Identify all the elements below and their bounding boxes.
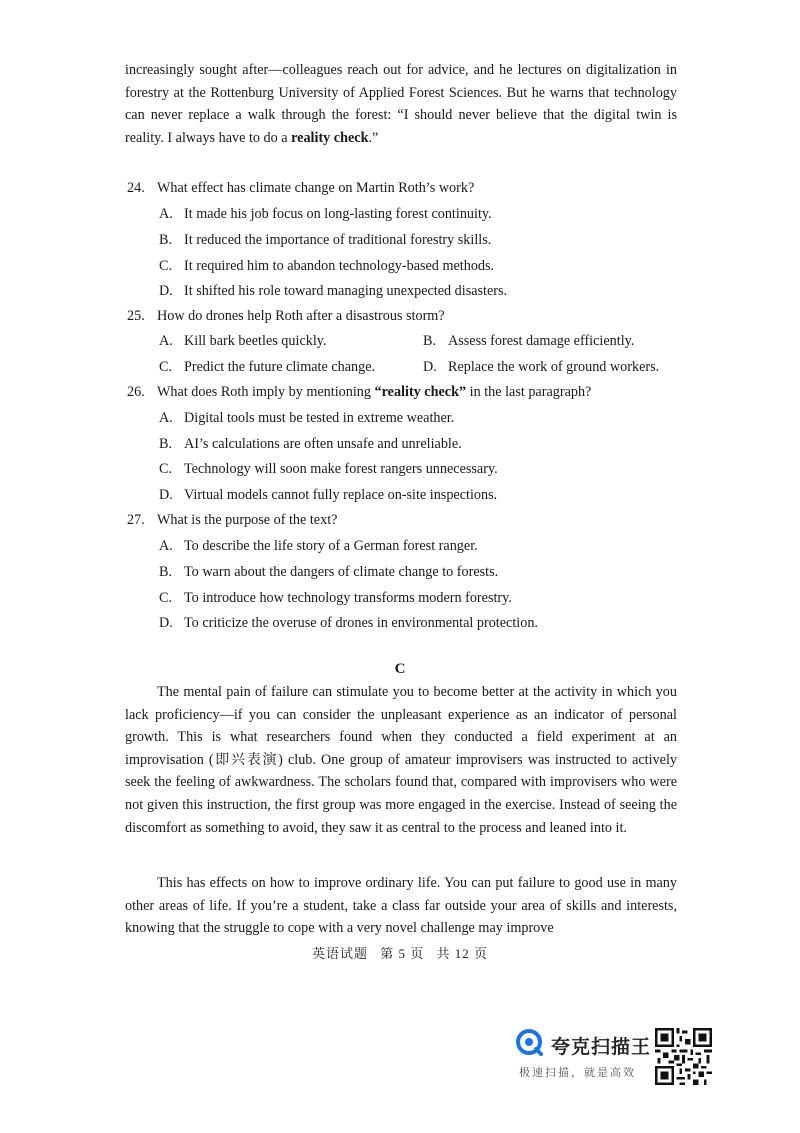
option-26-c[interactable] (159, 459, 498, 479)
option-24-c[interactable] (159, 256, 494, 276)
option-text: Kill bark beetles quickly. (184, 333, 327, 349)
option-letter: B. (159, 436, 173, 452)
option-24-b[interactable] (159, 230, 491, 250)
option-text: It reduced the importance of traditional forestry skills. (184, 232, 492, 248)
option-text: It required him to abandon technology-based methods. (184, 258, 495, 274)
passage-text: increasingly sought after—colleagues reach out for advice, and he lectures on digitalization in forestry at the Rottenburg University of Applied Forest Sciences. But he warns that technology can never replace a walk through the forest: “I should never believe that the digital twin is reality. I always have to do a (125, 62, 677, 146)
question-text: How do drones help Roth after a disastrous storm? (157, 308, 445, 324)
question-text: What does Roth imply by mentioning (157, 384, 375, 400)
footer-page-number: 第 5 页 (380, 946, 425, 961)
question-text: What is the purpose of the text? (157, 512, 338, 528)
option-24-a[interactable] (159, 204, 492, 224)
passage-bold-term: reality check (291, 129, 369, 146)
option-27-a[interactable] (159, 536, 478, 556)
option-text: It made his job focus on long-lasting forest continuity. (184, 206, 492, 222)
option-text: Technology will soon make forest rangers unnecessary. (184, 461, 498, 477)
quark-logo-icon (515, 1028, 543, 1056)
option-text: To warn about the dangers of climate change to forests. (184, 564, 499, 580)
question-number: 24. (127, 180, 145, 196)
option-letter: C. (159, 590, 173, 606)
option-letter: A. (159, 538, 173, 554)
option-text: Replace the work of ground workers. (448, 359, 660, 375)
question-number: 27. (127, 512, 145, 528)
footer-page-total: 共 12 页 (436, 946, 489, 961)
passage-fragment (125, 59, 677, 149)
option-text: AI’s calculations are often unsafe and unreliable. (184, 436, 462, 452)
option-letter: B. (423, 333, 437, 349)
option-27-d[interactable] (159, 613, 538, 633)
question-27 (127, 510, 337, 530)
option-letter: D. (159, 615, 173, 631)
option-letter: A. (159, 410, 173, 426)
footer-subject: 英语试题 (311, 946, 368, 961)
option-text: Assess forest damage efficiently. (448, 333, 635, 349)
option-letter: B. (159, 232, 173, 248)
option-letter: B. (159, 564, 173, 580)
option-text: Virtual models cannot fully replace on-site inspections. (184, 487, 498, 503)
option-letter: C. (159, 461, 173, 477)
option-text: To describe the life story of a German forest ranger. (184, 538, 478, 554)
option-25-a[interactable] (159, 331, 327, 351)
option-letter: A. (159, 333, 173, 349)
qr-code-icon (655, 1028, 712, 1085)
option-26-b[interactable] (159, 434, 462, 454)
option-letter: C. (159, 359, 173, 375)
section-title: C (394, 661, 406, 677)
option-text: Digital tools must be tested in extreme weather. (184, 410, 455, 426)
option-27-b[interactable] (159, 562, 498, 582)
option-text: To introduce how technology transforms modern forestry. (184, 590, 512, 606)
page-footer (0, 943, 800, 962)
option-text: To criticize the overuse of drones in environmental protection. (184, 615, 538, 631)
question-26 (127, 382, 591, 402)
option-25-b[interactable] (423, 331, 634, 351)
option-letter: D. (159, 487, 173, 503)
watermark-slogan: 极速扫描，就是高效 (519, 1066, 636, 1079)
question-bold-term: “reality check” (374, 384, 467, 400)
option-26-d[interactable] (159, 485, 497, 505)
watermark-app-name: 夸克扫描王 (551, 1036, 652, 1058)
option-letter: A. (159, 206, 173, 222)
question-number: 26. (127, 384, 145, 400)
option-27-c[interactable] (159, 588, 512, 608)
option-letter: D. (159, 283, 173, 299)
question-text: What effect has climate change on Martin Roth’s work? (157, 180, 475, 196)
scanner-watermark (515, 1028, 715, 1098)
option-25-d[interactable] (423, 357, 659, 377)
option-25-c[interactable] (159, 357, 375, 377)
option-text: Predict the future climate change. (184, 359, 376, 375)
question-24 (127, 178, 474, 198)
passage-text-end: .” (368, 129, 379, 146)
option-text: It shifted his role toward managing unexpected disasters. (184, 283, 508, 299)
section-c-paragraph-2: This has effects on how to improve ordinary life. You can put failure to good use in many other areas of life. If you’re a student, take a class far outside your area of skills and interests, knowing that the struggle to cope with a very novel challenge may improve (125, 875, 677, 937)
option-24-d[interactable] (159, 281, 507, 301)
question-number: 25. (127, 308, 145, 324)
section-c-paragraph-1: The mental pain of failure can stimulate you to become better at the activity in which you lack proficiency—if you can consider the unpleasant experience as an indicator of personal growth. This is what researchers found when they conducted a field experiment at an improvisation (即兴表演) club. One group of amateur improvisers was instructed to actively seek the feeling of awkwardness. The scholars found that, compared with improvisers who were not given this instruction, the first group was more engaged in the exercise. Instead of seeing the discomfort as something to avoid, they saw it as central to the process and leaned into it. (125, 684, 677, 836)
question-text-end: in the last paragraph? (466, 384, 592, 400)
option-26-a[interactable] (159, 408, 454, 428)
question-25 (127, 306, 445, 326)
option-letter: D. (423, 359, 437, 375)
option-letter: C. (159, 258, 173, 274)
